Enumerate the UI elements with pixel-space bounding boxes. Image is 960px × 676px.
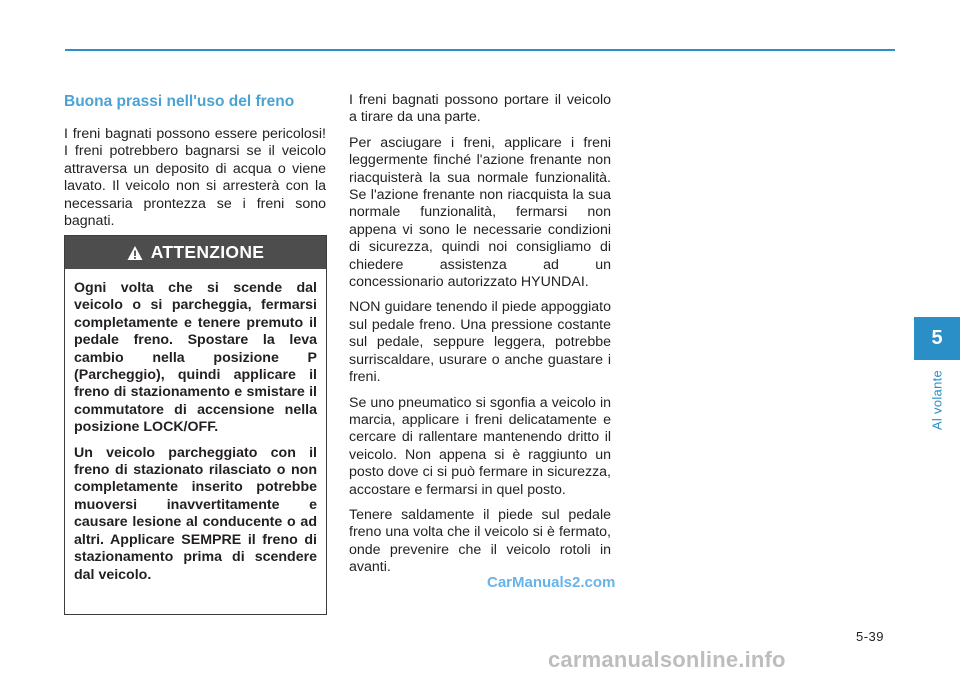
paragraph: NON guidare tenendo il piede appoggiato sul pedale freno. Una pressione costante sul pedale, seppure leggera, potrebbe surriscaldare, usurare o anche guastare i freni. bbox=[349, 299, 611, 386]
watermark-footer[interactable]: carmanualsonline.info bbox=[548, 647, 786, 672]
chapter-tab[interactable] bbox=[914, 317, 960, 360]
watermark-link[interactable]: CarManuals2.com bbox=[487, 574, 616, 591]
section-heading: Buona prassi nell'uso del freno bbox=[64, 93, 295, 110]
top-rule bbox=[65, 49, 895, 51]
paragraph: Tenere saldamente il piede sul pedale freno una volta che il veicolo si è fermato, onde prevenire che il veicolo rotoli in avanti. bbox=[349, 506, 611, 576]
paragraph: I freni bagnati possono portare il veicolo a tirare da una parte. bbox=[349, 92, 611, 126]
left-column bbox=[64, 126, 326, 238]
warning-triangle-icon bbox=[127, 245, 143, 261]
warning-body bbox=[65, 269, 326, 584]
warning-box bbox=[64, 235, 327, 615]
chapter-label: Al volante bbox=[929, 369, 945, 431]
warning-header bbox=[65, 236, 326, 269]
right-column bbox=[349, 92, 611, 585]
paragraph: I freni bagnati possono essere pericolosi! I freni potrebbero bagnarsi se il veicolo attraversa un deposito di acqua o viene lavato. Il veicolo non si arresterà con la necessaria prontezza se i freni sono bagnati. bbox=[64, 126, 326, 230]
warning-title: ATTENZIONE bbox=[150, 242, 265, 262]
paragraph: Se uno pneumatico si sgonfia a veicolo in marcia, applicare i freni delicatamente e cercare di rallentare mantenendo dritto il veicolo. Non appena si è raggiunto un posto dove ci si può fermare in sicurezza, accostare e fermarsi in quel posto. bbox=[349, 394, 611, 498]
page-number: 5-39 bbox=[856, 629, 885, 644]
warning-paragraph: Ogni volta che si scende dal veicolo o si parcheggia, fermarsi completamente e tenere premuto il pedale freno. Spostare la leva cambio nella posizione P (Parcheggio), quindi applicare il freno di stazionamento e smistare il commutatore di accensione nella posizione LOCK/OFF. bbox=[74, 280, 317, 436]
warning-paragraph: Un veicolo parcheggiato con il freno di stazionato rilasciato o non completamente inserito potrebbe muoversi inavvertitamente e causare lesione al conducente o ad altri. Applicare SEMPRE il freno di stazionamento prima di scendere dal veicolo. bbox=[74, 444, 317, 583]
paragraph: Per asciugare i freni, applicare i freni leggermente finché l'azione frenante non riacquisterà la sua normale funzionalità. Se l'azione frenante non riacquista la sua normale funzionalità, fermarsi non appena vi sono le necessarie condizioni di sicurezza, quindi noi consigliamo di chiedere assistenza ad un concessionario autorizzato HYUNDAI. bbox=[349, 134, 611, 291]
chapter-number: 5 bbox=[931, 327, 943, 349]
